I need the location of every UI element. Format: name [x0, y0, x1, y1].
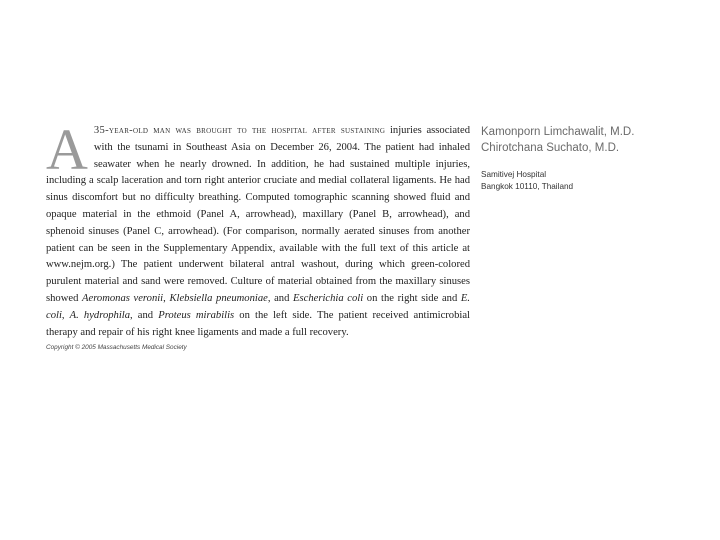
body-text-segment: , — [163, 292, 170, 304]
article-block — [46, 117, 471, 352]
body-text-segment: , — [61, 309, 70, 321]
body-text-segment: on the right side and — [363, 292, 461, 304]
author-name: Kamonporn Limchawalit, M.D. — [481, 126, 635, 138]
author-block — [481, 124, 681, 192]
article-body — [46, 117, 471, 341]
organism-name: Klebsiella pneumoniae — [169, 292, 268, 304]
body-text-segment: , and — [267, 292, 294, 304]
organism-name: Aeromonas veronii — [82, 292, 164, 304]
lead-small-caps: 35-year-old man was brought to the hospital after sustaining — [93, 125, 386, 136]
author-name: Chirotchana Suchato, M.D. — [481, 142, 620, 154]
body-text-segment: on the left side. The patient received antimicrobial therapy and repair of his right knee ligaments and made a full recovery. — [46, 309, 470, 338]
organism-name: Proteus mirabilis — [158, 309, 235, 321]
organism-name: E. coli — [46, 292, 471, 321]
author-affiliation — [481, 169, 681, 192]
organism-name: A. hydrophila — [69, 309, 131, 321]
drop-cap: A — [46, 117, 88, 182]
affiliation-address: Bangkok 10110, Thailand — [481, 181, 574, 191]
body-text-segment: injuries associated with the tsunami in Southeast Asia on December 26, 2004. The patient had inhaled seawater when he nearly drowned. In addition, he had sustained multiple injuries, including a scalp laceration and torn right anterior cruciate and medial collateral ligaments. He had sinus discomfort but no difficulty breathing. Computed tomographic scanning showed fluid and opaque material in the ethmoid (Panel A, arrowhead), maxillary (Panel B, arrowhead), and sphenoid sinuses (Panel C, arrowhead). (For comparison, normally aerated sinuses from another patient can be seen in the Supplementary Appendix, available with the full text of this article at www.nejm.org.) The patient underwent bilateral antral washout, during which green-colored purulent material and sand were removed. Culture of material obtained from the maxillary sinuses showed — [46, 125, 471, 304]
copyright-notice: Copyright © 2005 Massachusetts Medical Society — [46, 344, 187, 352]
body-text-segment: , and — [130, 309, 159, 321]
organism-name: Escherichia coli — [293, 292, 364, 304]
affiliation-institution: Samitivej Hospital — [481, 170, 547, 179]
